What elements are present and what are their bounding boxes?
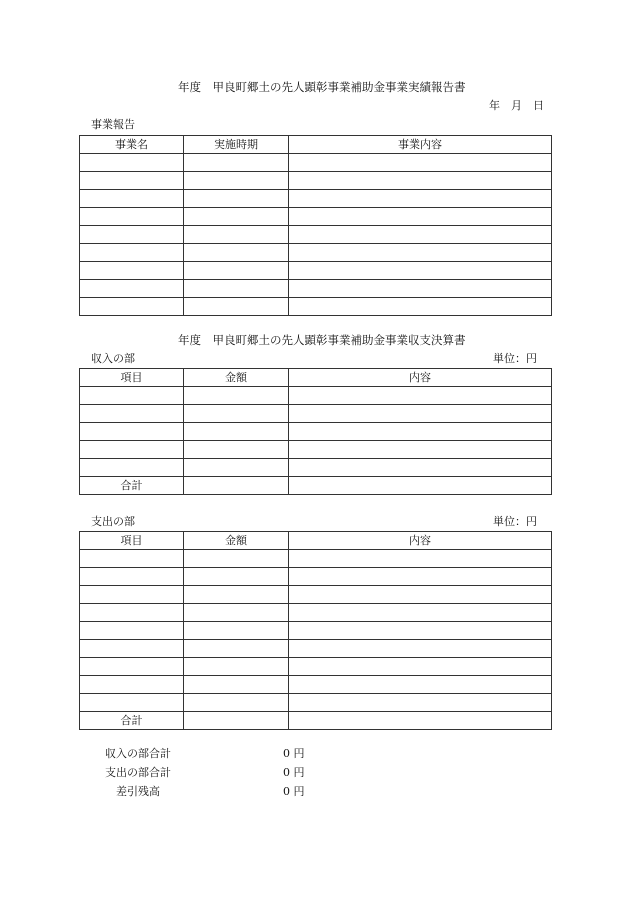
income-unit: 単位：円 [493, 352, 537, 365]
report-cell-col2[interactable] [184, 172, 289, 190]
income-cell-col2[interactable] [184, 423, 289, 441]
expense-label: 支出の部 [91, 515, 135, 528]
report-cell-col3[interactable] [289, 298, 552, 316]
summary-expense-total-value: 0 円 [283, 766, 305, 779]
summary-expense-total-label: 支出の部合計 [105, 766, 171, 779]
report-cell-col2[interactable] [184, 190, 289, 208]
report-cell-col1[interactable] [80, 154, 184, 172]
header-item: 項目 [80, 369, 184, 387]
budget-title: 年度 甲良町郷土の先人顕彰事業補助金事業収支決算書 [178, 333, 466, 347]
income-row [80, 405, 552, 423]
expense-cell-col3[interactable] [289, 640, 552, 658]
income-cell-col1[interactable] [80, 423, 184, 441]
report-cell-col3[interactable] [289, 280, 552, 298]
report-date-line: 年 月 日 [489, 99, 544, 112]
header-description: 内容 [289, 532, 552, 550]
report-cell-col3[interactable] [289, 190, 552, 208]
expense-row [80, 694, 552, 712]
income-table [79, 368, 552, 495]
expense-row [80, 550, 552, 568]
income-cell-col2[interactable] [184, 459, 289, 477]
income-cell-col2[interactable] [184, 387, 289, 405]
income-row [80, 387, 552, 405]
report-cell-col3[interactable] [289, 244, 552, 262]
report-cell-col3[interactable] [289, 262, 552, 280]
report-cell-col2[interactable] [184, 280, 289, 298]
report-cell-col2[interactable] [184, 226, 289, 244]
income-total-label: 合計 [80, 477, 184, 495]
income-cell-col1[interactable] [80, 441, 184, 459]
expense-total-label: 合計 [80, 712, 184, 730]
expense-row [80, 568, 552, 586]
report-title: 年度 甲良町郷土の先人顕彰事業補助金事業実績報告書 [178, 80, 466, 94]
header-amount: 金額 [184, 532, 289, 550]
report-cell-col2[interactable] [184, 208, 289, 226]
report-cell-col2[interactable] [184, 298, 289, 316]
report-row [80, 244, 552, 262]
summary-balance-value: 0 円 [283, 785, 305, 798]
expense-cell-col1[interactable] [80, 658, 184, 676]
expense-cell-col1[interactable] [80, 676, 184, 694]
expense-cell-col2[interactable] [184, 568, 289, 586]
expense-cell-col3[interactable] [289, 586, 552, 604]
report-row [80, 262, 552, 280]
report-cell-col1[interactable] [80, 244, 184, 262]
income-row [80, 459, 552, 477]
report-row [80, 154, 552, 172]
income-cell-col3[interactable] [289, 441, 552, 459]
expense-total-description[interactable] [289, 712, 552, 730]
report-cell-col1[interactable] [80, 298, 184, 316]
report-section-label: 事業報告 [91, 118, 135, 131]
expense-cell-col3[interactable] [289, 676, 552, 694]
summary-balance-label: 差引残高 [116, 785, 160, 798]
expense-total-amount[interactable] [184, 712, 289, 730]
expense-row [80, 604, 552, 622]
expense-cell-col3[interactable] [289, 550, 552, 568]
report-cell-col3[interactable] [289, 226, 552, 244]
income-cell-col3[interactable] [289, 405, 552, 423]
header-project-name: 事業名 [80, 136, 184, 154]
expense-header-row [80, 532, 552, 550]
income-header-row [80, 369, 552, 387]
expense-table [79, 531, 552, 730]
report-row [80, 190, 552, 208]
report-row [80, 226, 552, 244]
report-cell-col3[interactable] [289, 172, 552, 190]
income-cell-col3[interactable] [289, 387, 552, 405]
expense-row [80, 622, 552, 640]
income-row [80, 441, 552, 459]
header-amount: 金額 [184, 369, 289, 387]
expense-cell-col2[interactable] [184, 604, 289, 622]
expense-cell-col2[interactable] [184, 676, 289, 694]
expense-cell-col3[interactable] [289, 622, 552, 640]
expense-cell-col2[interactable] [184, 550, 289, 568]
report-row [80, 172, 552, 190]
summary-income-total-label: 収入の部合計 [105, 747, 171, 760]
expense-cell-col1[interactable] [80, 586, 184, 604]
income-row [80, 423, 552, 441]
expense-cell-col1[interactable] [80, 550, 184, 568]
expense-cell-col2[interactable] [184, 586, 289, 604]
income-cell-col1[interactable] [80, 459, 184, 477]
income-total-amount[interactable] [184, 477, 289, 495]
expense-cell-col1[interactable] [80, 640, 184, 658]
income-cell-col1[interactable] [80, 387, 184, 405]
report-cell-col1[interactable] [80, 262, 184, 280]
report-cell-col2[interactable] [184, 244, 289, 262]
header-content: 事業内容 [289, 136, 552, 154]
report-cell-col2[interactable] [184, 154, 289, 172]
income-cell-col3[interactable] [289, 459, 552, 477]
expense-cell-col3[interactable] [289, 658, 552, 676]
expense-cell-col1[interactable] [80, 622, 184, 640]
expense-cell-col3[interactable] [289, 604, 552, 622]
report-row [80, 208, 552, 226]
expense-row [80, 586, 552, 604]
expense-cell-col1[interactable] [80, 694, 184, 712]
income-total-row [80, 477, 552, 495]
report-header-row [80, 136, 552, 154]
expense-cell-col1[interactable] [80, 568, 184, 586]
income-label: 収入の部 [91, 352, 135, 365]
report-table [79, 135, 552, 316]
expense-cell-col2[interactable] [184, 622, 289, 640]
header-period: 実施時期 [184, 136, 289, 154]
report-row [80, 280, 552, 298]
header-description: 内容 [289, 369, 552, 387]
income-cell-col1[interactable] [80, 405, 184, 423]
report-cell-col1[interactable] [80, 280, 184, 298]
expense-cell-col2[interactable] [184, 658, 289, 676]
report-cell-col1[interactable] [80, 226, 184, 244]
summary-income-total-value: 0 円 [283, 747, 305, 760]
report-cell-col1[interactable] [80, 190, 184, 208]
report-cell-col3[interactable] [289, 208, 552, 226]
income-cell-col2[interactable] [184, 405, 289, 423]
expense-row [80, 640, 552, 658]
expense-cell-col2[interactable] [184, 640, 289, 658]
expense-cell-col1[interactable] [80, 604, 184, 622]
income-cell-col3[interactable] [289, 423, 552, 441]
expense-cell-col3[interactable] [289, 694, 552, 712]
report-row [80, 298, 552, 316]
header-item: 項目 [80, 532, 184, 550]
report-cell-col3[interactable] [289, 154, 552, 172]
income-cell-col2[interactable] [184, 441, 289, 459]
income-total-description[interactable] [289, 477, 552, 495]
report-cell-col2[interactable] [184, 262, 289, 280]
expense-total-row [80, 712, 552, 730]
expense-row [80, 676, 552, 694]
expense-cell-col3[interactable] [289, 568, 552, 586]
report-cell-col1[interactable] [80, 172, 184, 190]
report-cell-col1[interactable] [80, 208, 184, 226]
expense-row [80, 658, 552, 676]
expense-cell-col2[interactable] [184, 694, 289, 712]
expense-unit: 単位：円 [493, 515, 537, 528]
